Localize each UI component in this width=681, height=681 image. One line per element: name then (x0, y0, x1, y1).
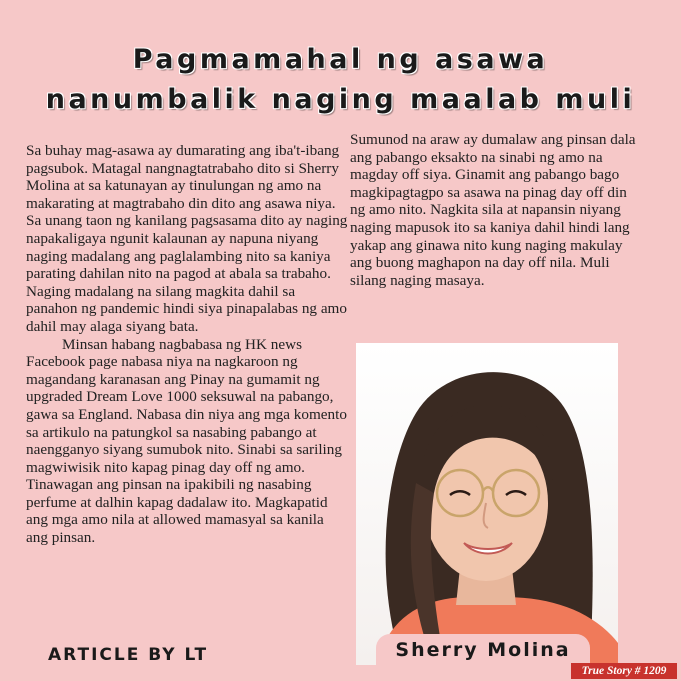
portrait-illustration (356, 343, 618, 665)
article-paragraph-2: Minsan habang nagbabasa ng HK news Facebook page nabasa niya na nagkaroon ng magandang karanasan ang Pinay na gumamit ng upgraded Dream Love 1000 seksuwal na pabango, gawa sa England. Nabasa din niya ang mga komento sa artikulo na patungkol sa nasabing pabango at naengganyo siyang sumubok nito. Sinabi sa sariling magwiwisik nito kapag pinag day off ng amo. Tinawagan ang pinsan na ipakibili ng nasabing perfume at dalhin kapag dadalaw ito. Magkapatid ang mga amo nila at allowed mamasyal sa kanila ang pinsan. (26, 335, 347, 547)
title-line-1: Pagmamahal ng asawa (132, 44, 549, 75)
article-column-right (350, 131, 642, 289)
portrait-photo (356, 343, 618, 665)
article-byline: ARTICLE BY LT (48, 645, 209, 665)
article-paragraph-1: Sa buhay mag-asawa ay dumarating ang iba't-ibang pagsubok. Matagal nangnagtatrabaho dito si Sherry Molina at sa katunayan ay tinulungan ng amo na makarating at magtrabaho din dito ang asawa niya. Sa unang taon ng kanilang pagsasama dito ay naging napakaligaya ngunit kalaunan ay napuna niyang naging madalang ang paglalambing nito sa kaniya parating dahilan nito na pagod at abala sa trabaho. Naging madalang na silang magkita dahil sa panahon ng pandemic hindi siya pinapalabas ng amo dahil may alaga siyang bata. (26, 142, 348, 335)
title-line-2: nanumbalik naging maalab muli (45, 84, 636, 115)
article-column-left (26, 142, 348, 547)
photo-caption: Sherry Molina (376, 634, 590, 666)
true-story-badge: True Story # 1209 (571, 663, 677, 679)
article-paragraph-3: Sumunod na araw ay dumalaw ang pinsan dala ang pabango eksakto na sinabi ng amo na magday off siya. Ginamit ang pabango bago magkipagtagpo sa asawa na pinag day off din ng amo nito. Nagkita sila at napansin niyang naging mapusok ito sa kaniya dahil hindi lang yakap ang ginawa nito kung naging makulay ang buong maghapon na day off nila. Muli silang naging masaya. (350, 131, 636, 289)
article-title (0, 40, 681, 120)
